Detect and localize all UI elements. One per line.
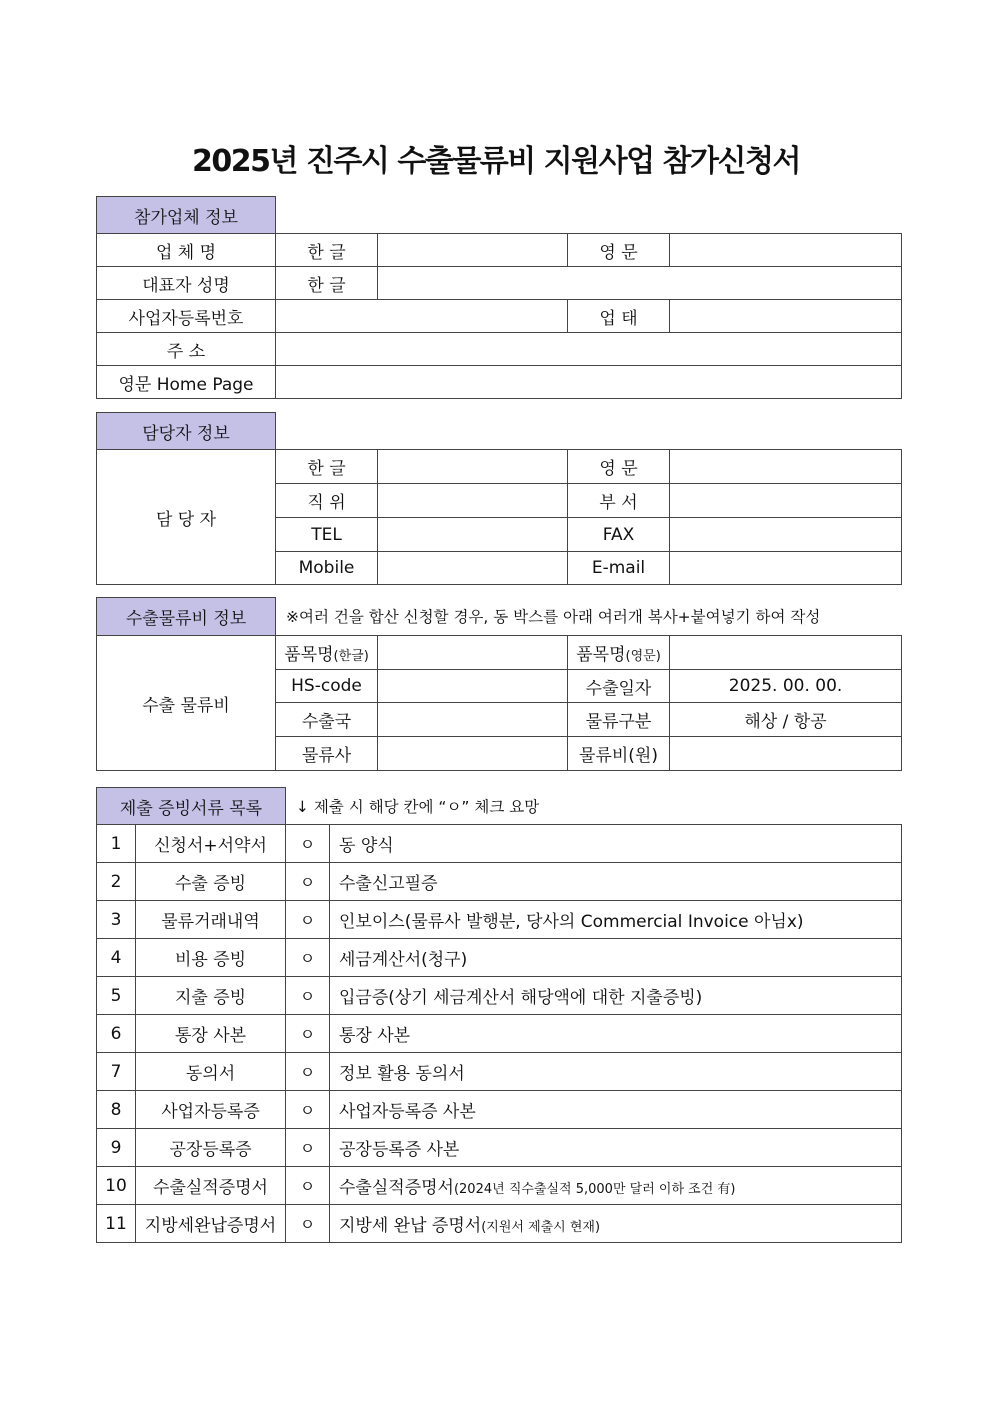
- doc-check[interactable]: ㅇ: [286, 1015, 330, 1053]
- logistics-cost-label: 물류비(원): [568, 737, 670, 771]
- ceo-label: 대표자 성명: [97, 267, 276, 300]
- doc-check[interactable]: ㅇ: [286, 1205, 330, 1243]
- doc-description: 수출실적증명서(2024년 직수출실적 5,000만 달러 이하 조건 有): [330, 1167, 902, 1205]
- doc-number: 9: [97, 1129, 136, 1167]
- doc-name: 공장등록증: [136, 1129, 286, 1167]
- doc-description: 세금계산서(청구): [330, 939, 902, 977]
- logistics-company-label: 물류사: [276, 737, 378, 771]
- doc-number: 11: [97, 1205, 136, 1243]
- item-kr-field[interactable]: [378, 636, 568, 670]
- contact-en-label: 영 문: [568, 450, 670, 484]
- doc-description: 공장등록증 사본: [330, 1129, 902, 1167]
- doc-name: 수출 증빙: [136, 863, 286, 901]
- doc-description: 정보 활용 동의서: [330, 1053, 902, 1091]
- address-label: 주 소: [97, 333, 276, 366]
- fax-label: FAX: [568, 518, 670, 552]
- contact-info-table: [96, 412, 902, 585]
- business-number-label: 사업자등록번호: [97, 300, 276, 333]
- doc-number: 4: [97, 939, 136, 977]
- ceo-kr-label: 한 글: [276, 267, 378, 300]
- contact-kr-label: 한 글: [276, 450, 378, 484]
- doc-number: 5: [97, 977, 136, 1015]
- page-title: 2025년 진주시 수출물류비 지원사업 참가신청서: [192, 144, 800, 179]
- export-country-label: 수출국: [276, 703, 378, 737]
- documents-header: 제출 증빙서류 목록: [97, 788, 286, 825]
- doc-check[interactable]: ㅇ: [286, 901, 330, 939]
- position-field[interactable]: [378, 484, 568, 518]
- doc-description: 통장 사본: [330, 1015, 902, 1053]
- hs-code-field[interactable]: [378, 670, 568, 703]
- logistics-note: ※여러 건을 합산 신청할 경우, 동 박스를 아래 여러개 복사+붙여넣기 하여 작성: [276, 598, 902, 636]
- doc-description: 지방세 완납 증명서(지원서 제출시 현재): [330, 1205, 902, 1243]
- doc-check[interactable]: ㅇ: [286, 1129, 330, 1167]
- doc-number: 2: [97, 863, 136, 901]
- email-label: E-mail: [568, 552, 670, 585]
- address-field[interactable]: [276, 333, 902, 366]
- contact-kr-field[interactable]: [378, 450, 568, 484]
- logistics-info-table: [96, 597, 902, 771]
- doc-name: 사업자등록증: [136, 1091, 286, 1129]
- mobile-field[interactable]: [378, 552, 568, 585]
- doc-check[interactable]: ㅇ: [286, 1053, 330, 1091]
- business-type-label: 업 태: [568, 300, 670, 333]
- table-row: [97, 977, 902, 1015]
- homepage-label: 영문 Home Page: [97, 366, 276, 399]
- doc-check[interactable]: ㅇ: [286, 977, 330, 1015]
- company-info-header: 참가업체 정보: [97, 197, 276, 234]
- doc-name: 신청서+서약서: [136, 825, 286, 863]
- department-label: 부 서: [568, 484, 670, 518]
- table-row: [97, 1091, 902, 1129]
- doc-name: 수출실적증명서: [136, 1167, 286, 1205]
- contact-en-field[interactable]: [670, 450, 902, 484]
- email-field[interactable]: [670, 552, 902, 585]
- export-country-field[interactable]: [378, 703, 568, 737]
- doc-check[interactable]: ㅇ: [286, 1091, 330, 1129]
- doc-description: 수출신고필증: [330, 863, 902, 901]
- doc-number: 8: [97, 1091, 136, 1129]
- doc-check[interactable]: ㅇ: [286, 1167, 330, 1205]
- doc-check[interactable]: ㅇ: [286, 863, 330, 901]
- position-label: 직 위: [276, 484, 378, 518]
- tel-field[interactable]: [378, 518, 568, 552]
- documents-note: ↓ 제출 시 해당 칸에 “ㅇ” 체크 요망: [286, 788, 902, 825]
- export-date-field[interactable]: 2025. 00. 00.: [670, 670, 902, 703]
- contact-label: 담 당 자: [97, 450, 276, 585]
- homepage-field[interactable]: [276, 366, 902, 399]
- table-row: [97, 825, 902, 863]
- doc-number: 1: [97, 825, 136, 863]
- documents-table: [96, 787, 902, 1243]
- table-row: [97, 1129, 902, 1167]
- department-field[interactable]: [670, 484, 902, 518]
- doc-number: 6: [97, 1015, 136, 1053]
- fax-field[interactable]: [670, 518, 902, 552]
- item-kr-label: 품목명(한글): [276, 636, 378, 670]
- table-row: [97, 1167, 902, 1205]
- doc-name: 비용 증빙: [136, 939, 286, 977]
- table-row: [97, 863, 902, 901]
- table-row: [97, 1205, 902, 1243]
- doc-description: 인보이스(물류사 발행분, 당사의 Commercial Invoice 아님x): [330, 901, 902, 939]
- table-row: [97, 1053, 902, 1091]
- blank-cell: [276, 197, 902, 234]
- doc-name: 동의서: [136, 1053, 286, 1091]
- company-info-table: [96, 196, 902, 399]
- logistics-type-field[interactable]: 해상 / 항공: [670, 703, 902, 737]
- business-type-field[interactable]: [670, 300, 902, 333]
- tel-label: TEL: [276, 518, 378, 552]
- contact-info-header: 담당자 정보: [97, 413, 276, 450]
- item-en-label: 품목명(영문): [568, 636, 670, 670]
- table-row: [97, 901, 902, 939]
- ceo-name-field[interactable]: [378, 267, 902, 300]
- blank-cell: [276, 413, 902, 450]
- company-name-kr-label: 한 글: [276, 234, 378, 267]
- company-name-en-field[interactable]: [670, 234, 902, 267]
- table-row: [97, 939, 902, 977]
- export-date-label: 수출일자: [568, 670, 670, 703]
- logistics-type-label: 물류구분: [568, 703, 670, 737]
- logistics-cost-field[interactable]: [670, 737, 902, 771]
- doc-number: 10: [97, 1167, 136, 1205]
- hs-code-label: HS-code: [276, 670, 378, 703]
- table-row: [97, 1015, 902, 1053]
- logistics-info-header: 수출물류비 정보: [97, 598, 276, 636]
- doc-number: 7: [97, 1053, 136, 1091]
- business-number-field[interactable]: [276, 300, 568, 333]
- company-name-kr-field[interactable]: [378, 234, 568, 267]
- doc-description: 동 양식: [330, 825, 902, 863]
- doc-check[interactable]: ㅇ: [286, 825, 330, 863]
- doc-number: 3: [97, 901, 136, 939]
- mobile-label: Mobile: [276, 552, 378, 585]
- logistics-label: 수출 물류비: [97, 636, 276, 771]
- doc-name: 통장 사본: [136, 1015, 286, 1053]
- doc-check[interactable]: ㅇ: [286, 939, 330, 977]
- doc-description: 사업자등록증 사본: [330, 1091, 902, 1129]
- company-name-en-label: 영 문: [568, 234, 670, 267]
- company-name-label: 업 체 명: [97, 234, 276, 267]
- doc-name: 지출 증빙: [136, 977, 286, 1015]
- doc-name: 지방세완납증명서: [136, 1205, 286, 1243]
- logistics-company-field[interactable]: [378, 737, 568, 771]
- doc-name: 물류거래내역: [136, 901, 286, 939]
- doc-description: 입금증(상기 세금계산서 해당액에 대한 지출증빙): [330, 977, 902, 1015]
- item-en-field[interactable]: [670, 636, 902, 670]
